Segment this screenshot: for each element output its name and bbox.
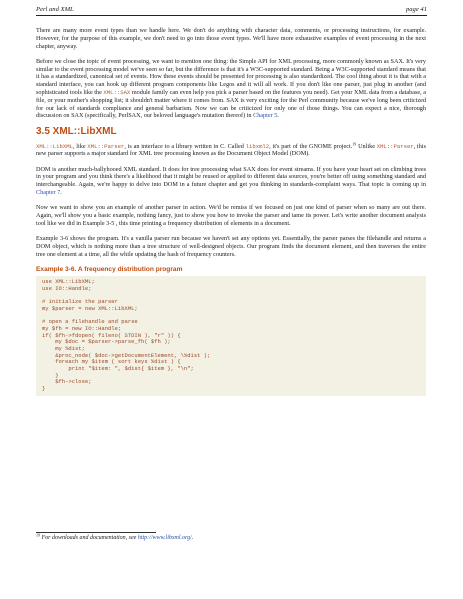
footnote-divider <box>36 532 156 533</box>
header-divider <box>36 15 427 16</box>
paragraph-text: Unlike <box>358 142 375 150</box>
example-title: Example 3-6. A frequency distribution program <box>36 266 183 274</box>
paragraph-text: Before we close the topic of event processing, we want to mention one thing: the Simple API for XML processing, more commonly known as SAX. It's very similar to the event processing model we've seen so far, but the difference is that it's a W3C-supported standard. Being a W3C-supported standard means that it has a standardized, canonical set of events. How these events should be presented for processing is also standardized. The cool thing about it is that with a standard interface, you can hook up different program components like Legos and it will all work. If you don't like one parser, just plug in another (and sophisticated tools like the <box>36 57 426 97</box>
paragraph-example-description: Example 3-6 shows the program. It's a vanilla parser run because we haven't set any options yet. Essentially, the parser parses the filehandle and returns a DOM object, which is nothing more than a tree structure of well-designed objects. Our program finds the document element, and then traverses the entire tree one element at a time, all the while updating the hash of frequency counters. <box>36 235 426 258</box>
paragraph-text: , this new parser supports a major standard for XML tree processing known as the Document Object Model (DOM). <box>36 142 426 158</box>
footnote-text: . <box>191 535 194 541</box>
paragraph-another-parser: Now we want to show you an example of another parser in action. We'd be remiss if we focused on just one kind of parser when so many are out there. Again, we'll show you a basic example, nothing fancy, just to show you how to invoke the parser and tame its power. Let's write another document analysis tool like we did in Example 3-5 , this time printing a frequency distribution of elements in a document. <box>36 204 426 227</box>
inline-code: XML::Parser <box>376 142 414 150</box>
body-content <box>36 27 426 396</box>
paragraph-text: , is an interface to a library written in C. Called <box>124 142 244 150</box>
code-listing: use XML::LibXML; use IO::Handle; # initialize the parser my $parser = new XML::LibXML; # open a filehandle and parse my $fh = new IO::Handle; if( $fh->fdopen( fileno( STDIN ), "r" )) { my $doc = $parser->parse_fh( $fh ); my %dist; &proc_node( $doc->getDocumentElement, \%dist ); foreach my $item ( sort keys %dist ) { print "$item: ", $dist{ $item }, "\n"; } $fh->close; } <box>36 276 426 396</box>
running-header <box>36 6 427 13</box>
inline-code: XML::SAX <box>103 89 131 97</box>
footnote-number: 19 <box>36 532 40 538</box>
section-heading: 3.5 XML::LibXML <box>36 125 117 137</box>
paragraph-text: . <box>60 189 62 197</box>
inline-code: libxml2 <box>245 142 270 150</box>
chapter-5-link[interactable]: Chapter 5 <box>253 112 278 120</box>
paragraph-event-types: There are many more event types than we handle here. We don't do anything with character data, comments, or processing instructions, for example. However, for the purpose of this example, we don't need to go into those event types. We'll have more exhaustive examples of event processing in the next chapter, anyway. <box>36 27 426 50</box>
paragraph-text: module family can even help you pick a parser based on the features you need). Get your XML data from a database, a file, or your mother's shopping list; it shouldn't matter where it comes from. SAX is very exciting for the Perl community because we've long been criticized for our lack of standards compliance and general barbarism. Now we can be criticized for only one of those things. You can expect a nice, thorough discussion on SAX (specifically, PerlSAX, our beloved language's mutation thereof) in <box>36 89 426 120</box>
footnote <box>36 532 426 541</box>
inline-code: XML::LibXML <box>36 142 73 150</box>
paragraph-dom <box>36 166 426 197</box>
footnote-text: For downloads and documentation, see <box>41 535 137 541</box>
header-page-number: page 41 <box>405 6 427 13</box>
paragraph-sax <box>36 58 426 120</box>
paragraph-text: DOM is another much-ballyhooed XML standard. It does for tree processing what SAX does for event streams. If you have your heart set on climbing trees in your program and you think there's a likelihood that it might be reused or applied to different data sources, you're better off using something standard and interchangeable. Again, we're happy to delve into DOM in a future chapter and get you thinking in standards-complaint ways. That topic is coming up in <box>36 165 426 189</box>
paragraph-text: , like <box>72 142 86 150</box>
paragraph-libxml-intro <box>36 143 426 159</box>
footnote-marker[interactable]: 19 <box>352 141 357 147</box>
inline-code: XML::Parser <box>87 142 125 150</box>
header-title: Perl and XML <box>36 6 74 13</box>
paragraph-text: . <box>277 112 279 120</box>
libxml-url-link[interactable]: http://www.libxml.org/ <box>137 535 192 541</box>
paragraph-text: , it's part of the GNOME project. <box>269 142 353 150</box>
chapter-7-link[interactable]: Chapter 7 <box>36 189 61 197</box>
